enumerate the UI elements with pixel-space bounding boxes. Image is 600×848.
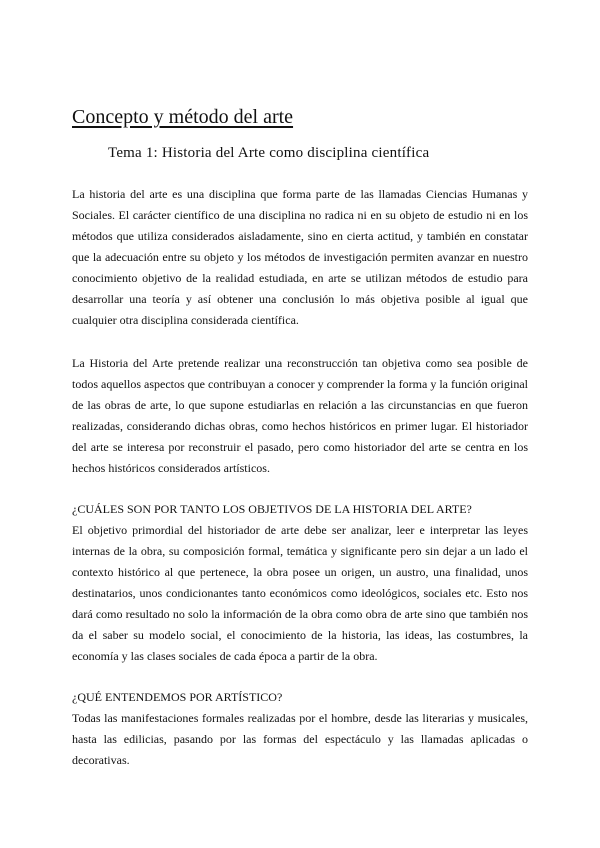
paragraph-3: El objetivo primordial del historiador de arte debe ser analizar, leer e interpretar las leyes internas de la obra, su composición formal, temática y significante pero sin dejar a un lado el contexto histórico al que pertenece, la obra posee un origen, un austro, una finalidad, unos destinatarios, unos condicionantes tanto económicos como ideológicos, sociales etc. Esto nos dará como resultado no solo la información de la obra como obra de arte sino que también nos da el saber su modelo social, el conocimiento de la historia, las ideas, las costumbres, la economía y las clases sociales de cada época a partir de la obra.	[72, 523, 528, 663]
objectives-section	[72, 499, 528, 667]
artistic-section	[72, 687, 528, 771]
paragraph-2: La Historia del Arte pretende realizar una reconstrucción tan objetiva como sea posible de todos aquellos aspectos que contribuyan a conocer y comprender la forma y la función original de las obras de arte, lo que supone estudiarlas en relación a las circunstancias en que fueron realizadas, considerando dichas obras, como hechos históricos en primer lugar. El historiador del arte se interesa por reconstruir el pasado, pero como historiador del arte se centra en los hechos históricos considerados artísticos.	[72, 356, 528, 475]
paragraph-4: Todas las manifestaciones formales realizadas por el hombre, desde las literarias y musicales, hasta las edilicias, pasando por las formas del espectáculo y las llamadas aplicadas o decorativas.	[72, 711, 528, 767]
paragraph-1: La historia del arte es una disciplina que forma parte de las llamadas Ciencias Humanas y Sociales. El carácter científico de una disciplina no radica ni en su objeto de estudio ni en los métodos que utiliza considerados aisladamente, sino en cierta actitud, y también en constatar que la adecuación entre su objeto y los métodos de investigación permiten avanzar en nuestro conocimiento objetivo de la realidad estudiada, en arte se utilizan métodos de estudio para desarrollar una teoría y así obtener una conclusión lo más objetiva posible al igual que cualquier otra disciplina considerada científica.	[72, 187, 528, 327]
section-heading-artistic: ¿QUÉ ENTENDEMOS POR ARTÍSTICO?	[72, 690, 283, 704]
paragraph-block-1	[72, 184, 528, 331]
section-heading-objectives: ¿CUÁLES SON POR TANTO LOS OBJETIVOS DE LA HISTORIA DEL ARTE?	[72, 502, 472, 516]
page-subtitle: Tema 1: Historia del Arte como disciplina científica	[108, 145, 430, 161]
page-title: Concepto y método del arte	[72, 106, 294, 128]
paragraph-block-2	[72, 353, 528, 479]
